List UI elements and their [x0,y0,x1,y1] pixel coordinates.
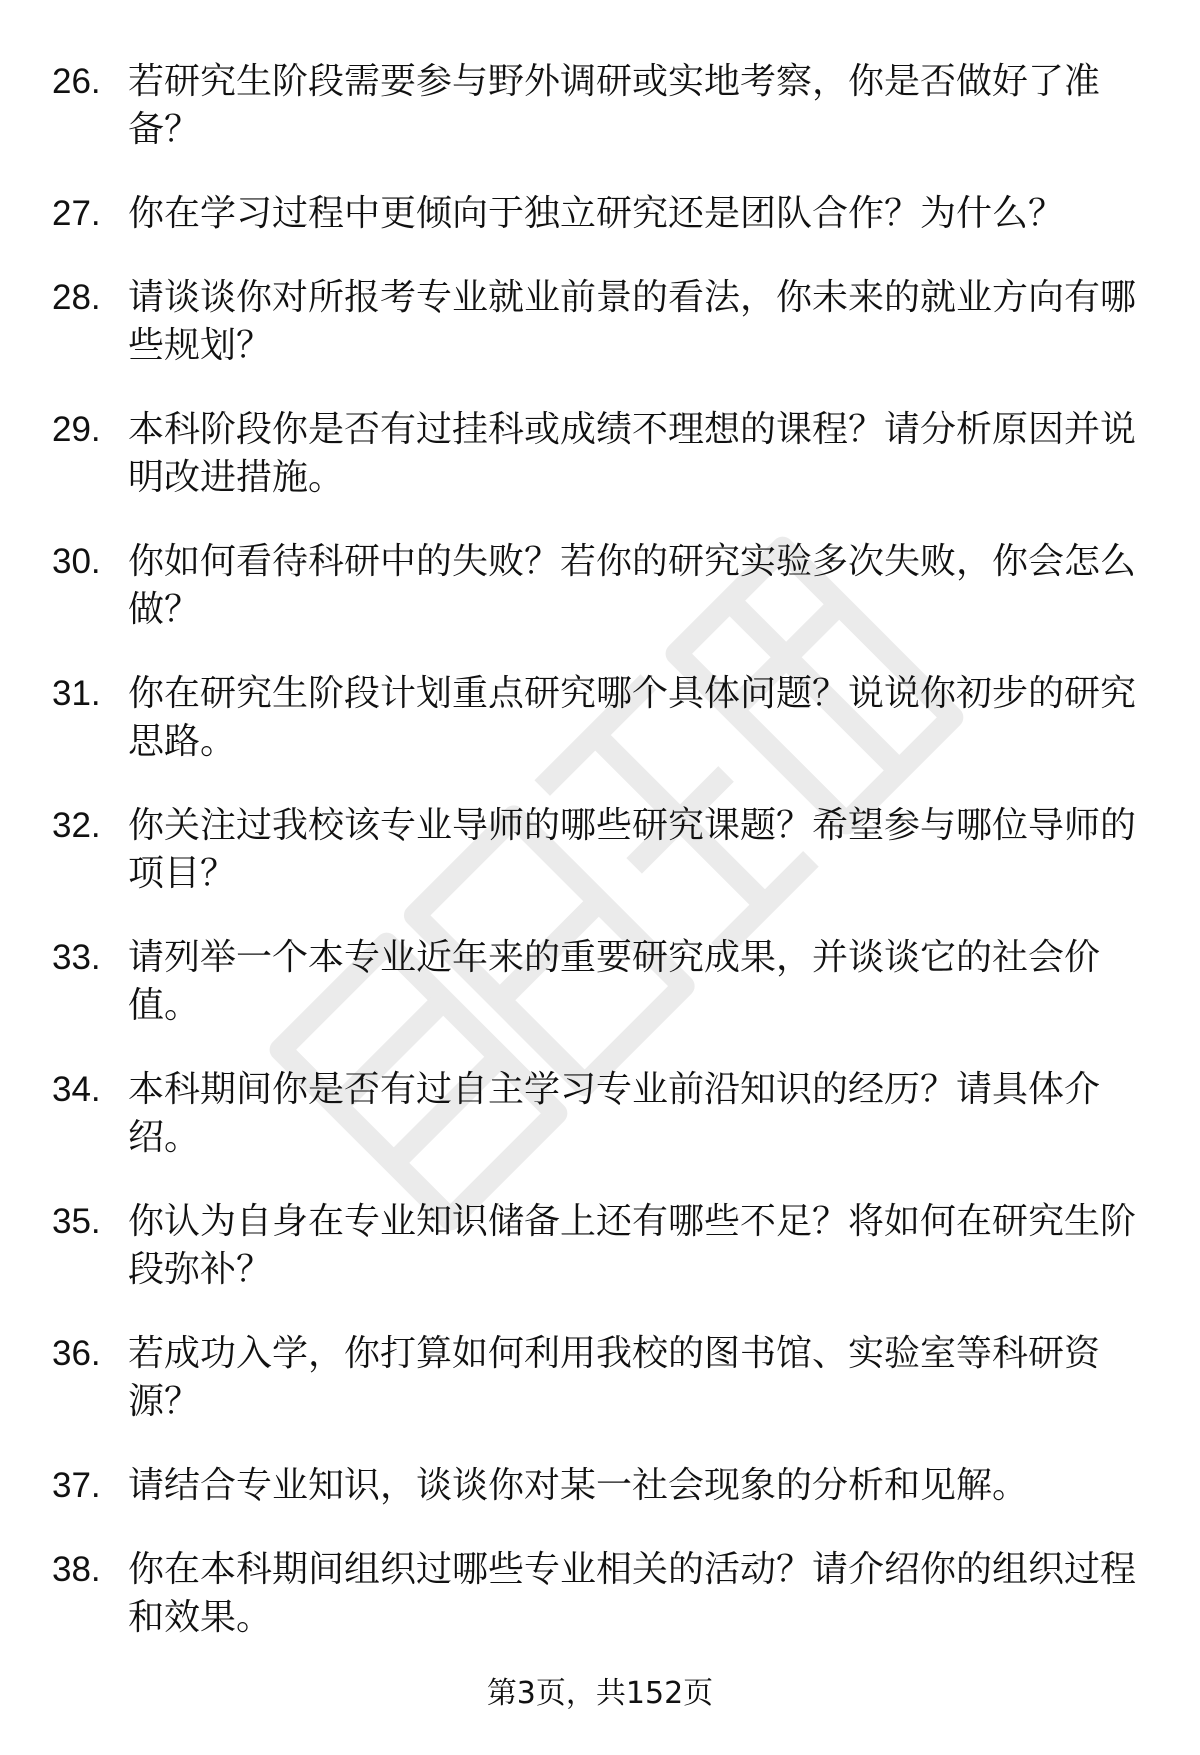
question-item-38 [0,1546,1200,1642]
question-text: 你如何看待科研中的失败？若你的研究实验多次失败，你会怎么做？ [128,541,1137,630]
question-item-32 [0,802,1200,898]
question-item-26 [0,58,1200,154]
question-text: 你关注过我校该专业导师的哪些研究课题？希望参与哪位导师的项目？ [128,805,1137,894]
question-item-30 [0,538,1200,634]
question-text: 请列举一个本专业近年来的重要研究成果，并谈谈它的社会价值。 [128,937,1101,1026]
question-item-33 [0,934,1200,1030]
question-text: 请结合专业知识，谈谈你对某一社会现象的分析和见解。 [128,1465,1029,1506]
question-item-37 [0,1462,1200,1510]
question-text: 本科阶段你是否有过挂科或成绩不理想的课程？请分析原因并说明改进措施。 [128,409,1137,498]
question-number: 29. [52,410,101,449]
question-number: 34. [52,1070,101,1109]
question-text: 若研究生阶段需要参与野外调研或实地考察，你是否做好了准备？ [128,61,1101,150]
question-text: 请谈谈你对所报考专业就业前景的看法，你未来的就业方向有哪些规划？ [128,277,1137,366]
question-list [0,58,1200,1678]
question-item-34 [0,1066,1200,1162]
question-text: 若成功入学，你打算如何利用我校的图书馆、实验室等科研资源？ [128,1333,1101,1422]
question-number: 35. [52,1202,101,1241]
question-number: 38. [52,1550,101,1589]
question-number: 26. [52,62,101,101]
question-text: 你在学习过程中更倾向于独立研究还是团队合作？为什么？ [128,193,1065,234]
question-text: 你在研究生阶段计划重点研究哪个具体问题？说说你初步的研究思路。 [128,673,1137,762]
question-item-31 [0,670,1200,766]
question-number: 27. [52,194,101,233]
question-text: 你认为自身在专业知识储备上还有哪些不足？将如何在研究生阶段弥补？ [128,1201,1137,1290]
question-number: 36. [52,1334,101,1373]
question-text: 本科期间你是否有过自主学习专业前沿知识的经历？请具体介绍。 [128,1069,1101,1158]
question-number: 28. [52,278,101,317]
question-text: 你在本科期间组织过哪些专业相关的活动？请介绍你的组织过程和效果。 [128,1549,1137,1638]
question-item-36 [0,1330,1200,1426]
question-number: 37. [52,1466,101,1505]
question-number: 32. [52,806,101,845]
question-item-29 [0,406,1200,502]
question-item-28 [0,274,1200,370]
question-item-35 [0,1198,1200,1294]
question-number: 30. [52,542,101,581]
question-number: 31. [52,674,101,713]
question-item-27 [0,190,1200,238]
page-footer: 第3页，共152页 [486,1676,714,1711]
question-number: 33. [52,938,101,977]
